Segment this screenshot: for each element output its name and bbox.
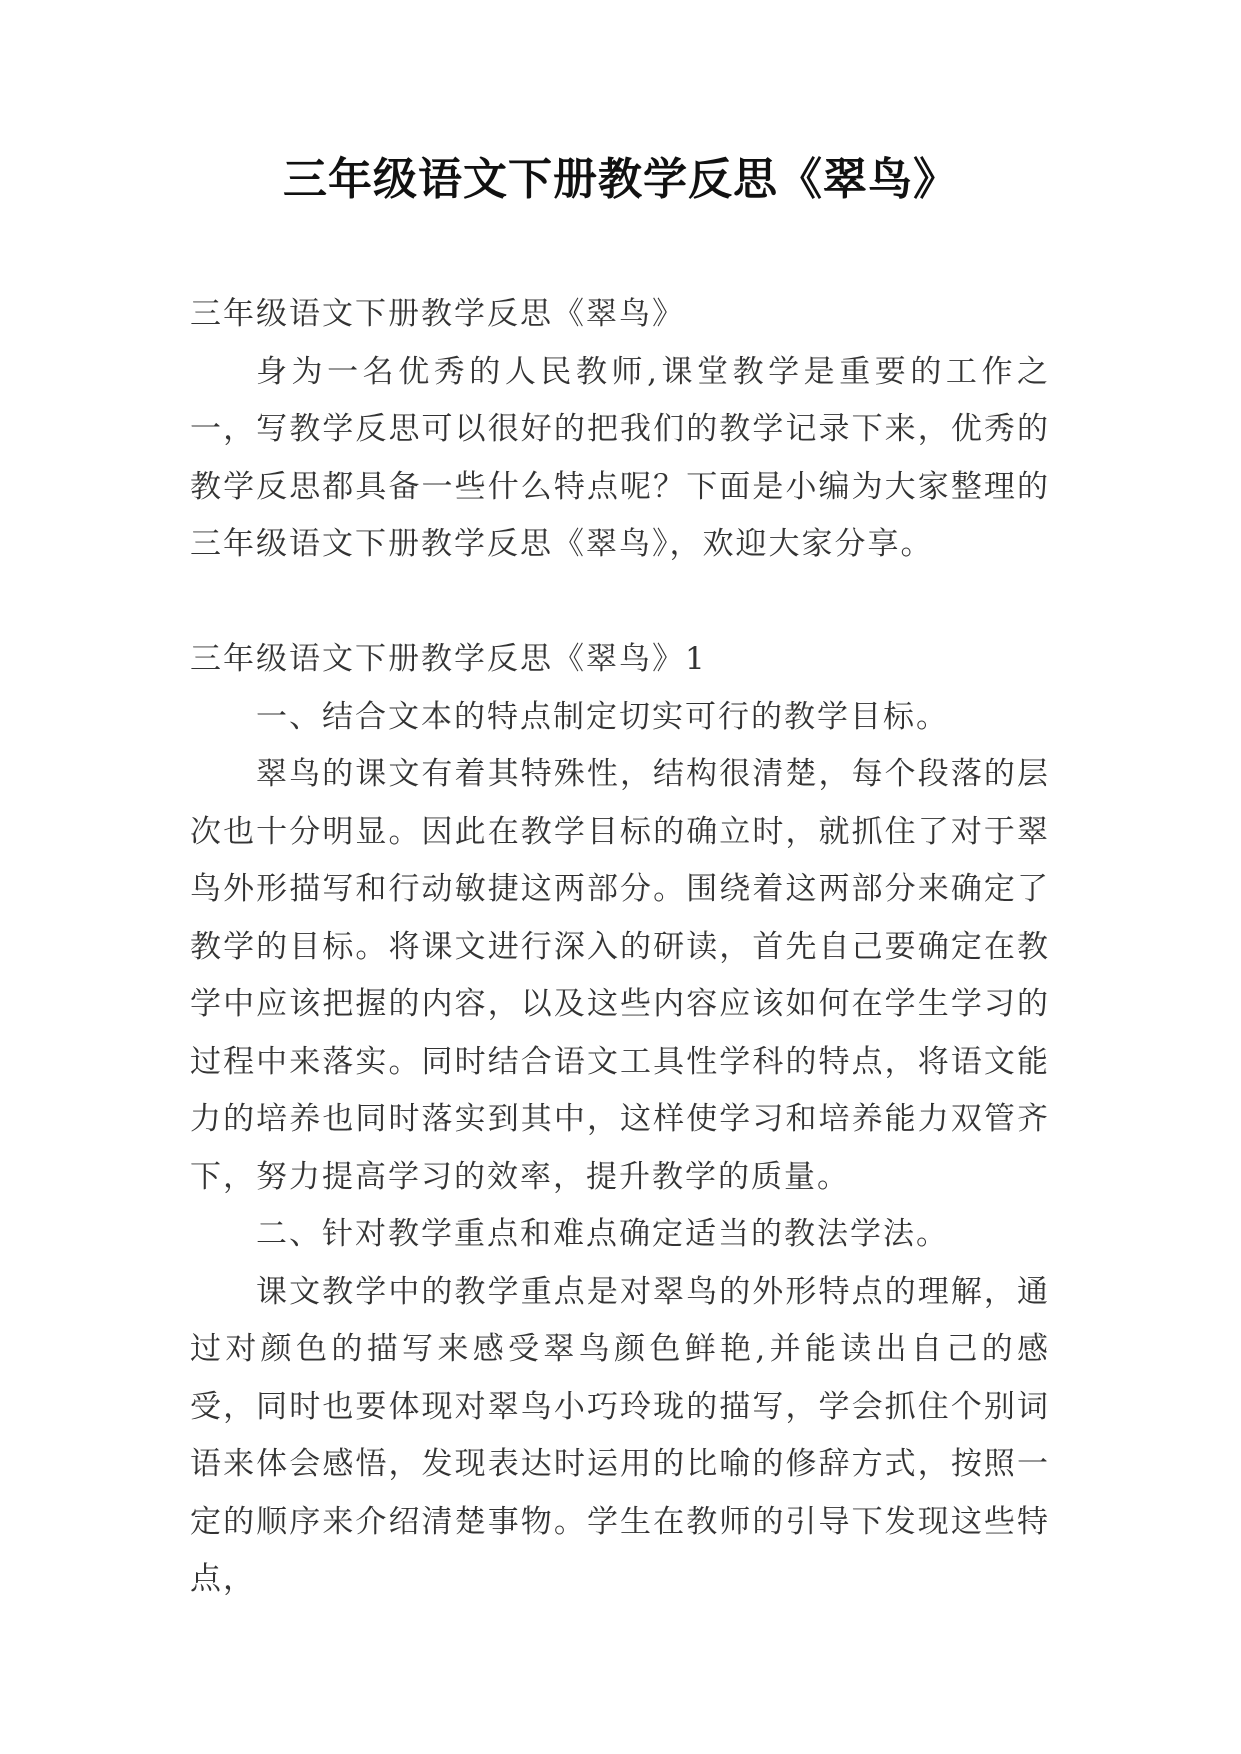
paragraph-2: 翠鸟的课文有着其特殊性，结构很清楚，每个段落的层次也十分明显。因此在教学目标的确立时，就抓住了对于翠鸟外形描写和行动敏捷这两部分。围绕着这两部分来确定了教学的目标。将课文进行深入的研读，首先自己要确定在教学中应该把握的内容，以及这些内容应该如何在学生学习的过程中来落实。同时结合语文工具性学科的特点，将语文能力的培养也同时落实到其中，这样使学习和培养能力双管齐下，努力提高学习的效率，提升教学的质量。 — [190, 756, 1050, 1195]
document-title: 三年级语文下册教学反思《翠鸟》 — [283, 154, 958, 205]
section-heading: 三年级语文下册教学反思《翠鸟》1 — [190, 641, 707, 677]
paragraph-1: 一、结合文本的特点制定切实可行的教学目标。 — [256, 698, 949, 735]
paragraph-3: 二、针对教学重点和难点确定适当的教法学法。 — [256, 1216, 949, 1252]
paragraph-4: 课文教学中的教学重点是对翠鸟的外形特点的理解，通过对颜色的描写来感受翠鸟颜色鲜艳,并能读出自己的感受，同时也要体现对翠鸟小巧玲珑的描写，学会抓住个别词语来体会感悟，发现表达时运用的比喻的修辞方式，按照一定的顺序来介绍清楚事物。学生在教师的引导下发现这些特点， — [190, 1273, 1050, 1597]
paragraph-spacer — [190, 574, 1050, 632]
intro-paragraph: 身为一名优秀的人民教师,课堂教学是重要的工作之一，写教学反思可以很好的把我们的教学记录下来，优秀的教学反思都具备一些什么特点呢？下面是小编为大家整理的三年级语文下册教学反思《翠鸟》，欢迎大家分享。 — [190, 353, 1050, 562]
document-body — [190, 286, 1050, 1609]
intro-heading: 三年级语文下册教学反思《翠鸟》 — [190, 296, 685, 332]
